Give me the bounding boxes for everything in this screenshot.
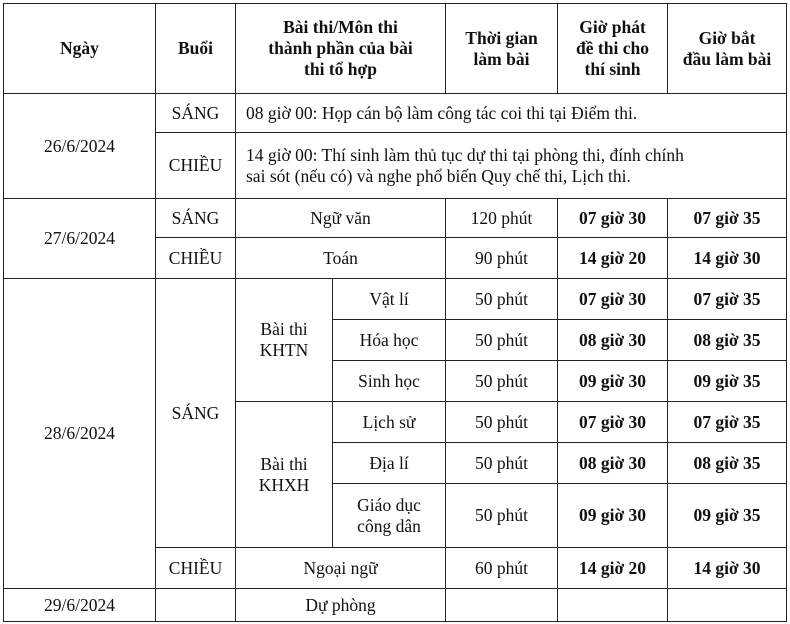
duration-cell: 120 phút	[446, 199, 558, 238]
session-cell: SÁNG	[156, 94, 236, 133]
note-cell: 08 giờ 00: Họp cán bộ làm công tác coi thi tại Điểm thi.	[236, 94, 787, 133]
distribution-time-cell: 07 giờ 30	[558, 279, 668, 320]
start-time-cell: 14 giờ 30	[668, 548, 787, 589]
header-bai-thi: Bài thi/Môn thi thành phần của bài thi tổ hợp	[236, 4, 446, 94]
header-ngay: Ngày	[4, 4, 156, 94]
date-cell: 28/6/2024	[4, 279, 156, 589]
header-row	[4, 4, 787, 94]
start-time-cell: 14 giờ 30	[668, 238, 787, 279]
date-cell: 27/6/2024	[4, 199, 156, 279]
subject-cell: Vật lí	[333, 279, 446, 320]
subject-cell: Ngữ văn	[236, 199, 446, 238]
distribution-time-cell: 08 giờ 30	[558, 320, 668, 361]
distribution-time-cell: 14 giờ 20	[558, 548, 668, 589]
duration-cell: 50 phút	[446, 361, 558, 402]
start-time-cell	[668, 589, 787, 622]
duration-cell: 50 phút	[446, 402, 558, 443]
subject-cell: Ngoại ngữ	[236, 548, 446, 589]
session-cell	[156, 589, 236, 622]
subject-cell: Toán	[236, 238, 446, 279]
session-cell: CHIỀU	[156, 238, 236, 279]
duration-cell: 50 phút	[446, 320, 558, 361]
duration-cell: 50 phút	[446, 443, 558, 484]
start-time-cell: 07 giờ 35	[668, 402, 787, 443]
date-cell: 29/6/2024	[4, 589, 156, 622]
table-row	[4, 279, 787, 320]
start-time-cell: 09 giờ 35	[668, 484, 787, 548]
header-thoi-gian: Thời gian làm bài	[446, 4, 558, 94]
start-time-cell: 07 giờ 35	[668, 199, 787, 238]
session-cell: SÁNG	[156, 199, 236, 238]
subject-cell: Địa lí	[333, 443, 446, 484]
group-cell: Bài thi KHXH	[236, 402, 333, 548]
duration-cell: 50 phút	[446, 279, 558, 320]
date-cell: 26/6/2024	[4, 94, 156, 199]
table-row	[4, 94, 787, 133]
duration-cell: 50 phút	[446, 484, 558, 548]
session-cell: SÁNG	[156, 279, 236, 548]
subject-cell: Sinh học	[333, 361, 446, 402]
session-cell: CHIỀU	[156, 133, 236, 199]
distribution-time-cell: 07 giờ 30	[558, 402, 668, 443]
header-buoi: Buổi	[156, 4, 236, 94]
start-time-cell: 08 giờ 35	[668, 443, 787, 484]
subject-cell: Hóa học	[333, 320, 446, 361]
start-time-cell: 08 giờ 35	[668, 320, 787, 361]
distribution-time-cell: 09 giờ 30	[558, 484, 668, 548]
duration-cell	[446, 589, 558, 622]
duration-cell: 90 phút	[446, 238, 558, 279]
header-gio-phat: Giờ phát đề thi cho thí sinh	[558, 4, 668, 94]
header-gio-bat-dau: Giờ bắt đầu làm bài	[668, 4, 787, 94]
note-cell: 14 giờ 00: Thí sinh làm thủ tục dự thi tại phòng thi, đính chính sai sót (nếu có) và nghe phổ biến Quy chế thi, Lịch thi.	[236, 133, 787, 199]
table-row	[4, 199, 787, 238]
distribution-time-cell	[558, 589, 668, 622]
start-time-cell: 09 giờ 35	[668, 361, 787, 402]
table-row	[4, 589, 787, 622]
session-cell: CHIỀU	[156, 548, 236, 589]
exam-schedule-table	[3, 3, 787, 622]
distribution-time-cell: 07 giờ 30	[558, 199, 668, 238]
subject-cell: Giáo dục công dân	[333, 484, 446, 548]
group-cell: Bài thi KHTN	[236, 279, 333, 402]
distribution-time-cell: 14 giờ 20	[558, 238, 668, 279]
subject-cell: Lịch sử	[333, 402, 446, 443]
duration-cell: 60 phút	[446, 548, 558, 589]
distribution-time-cell: 09 giờ 30	[558, 361, 668, 402]
subject-cell: Dự phòng	[236, 589, 446, 622]
start-time-cell: 07 giờ 35	[668, 279, 787, 320]
distribution-time-cell: 08 giờ 30	[558, 443, 668, 484]
